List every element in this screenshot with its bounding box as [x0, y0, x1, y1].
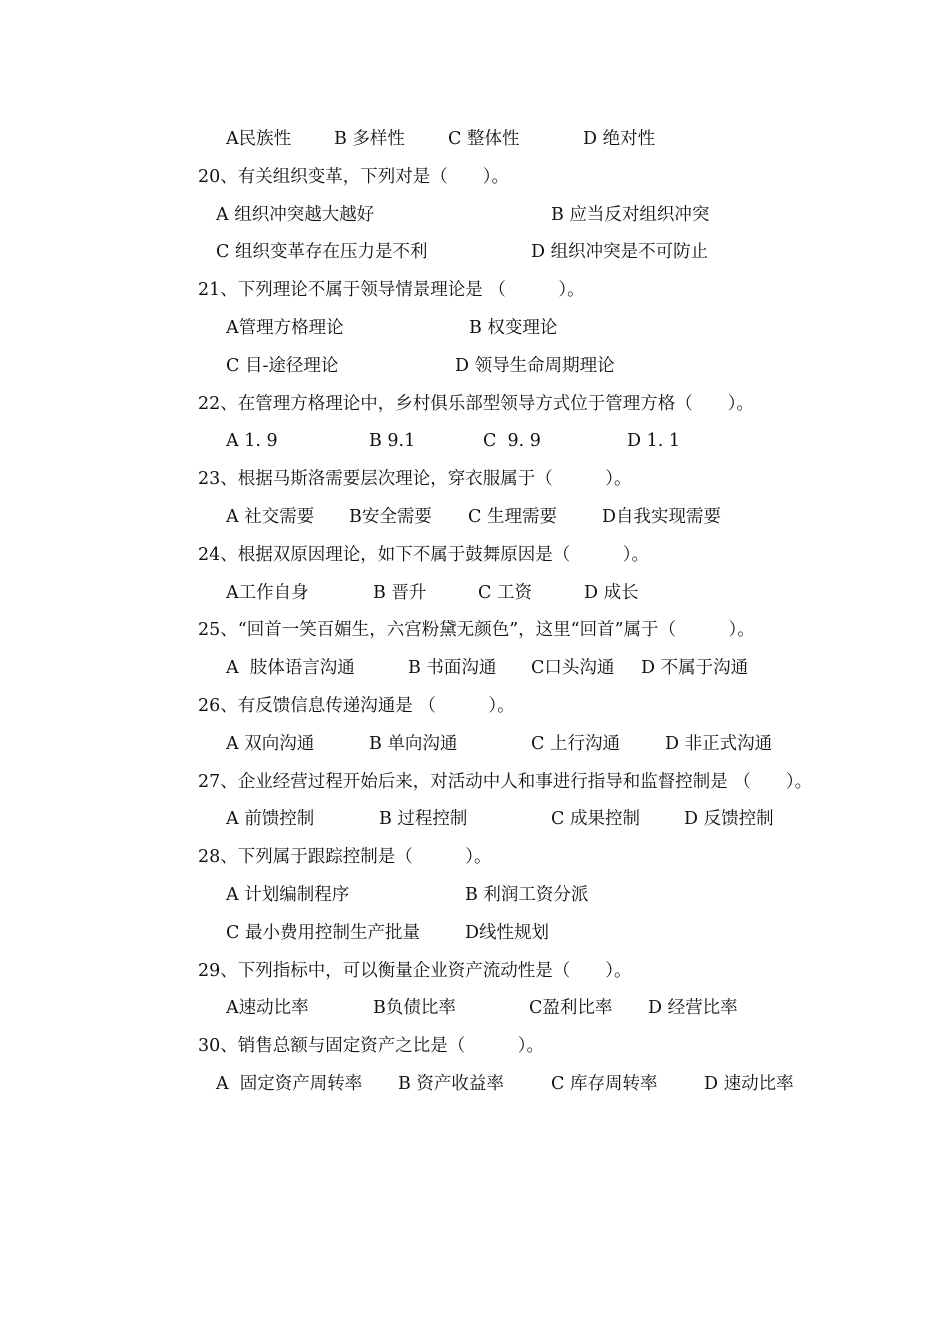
option-row	[0, 354, 950, 378]
answer-option: D 领导生命周期理论	[455, 355, 615, 376]
option-row	[0, 429, 950, 453]
question-stem: 25、“回首一笑百媚生，六宫粉黛无颜色”，这里“回首”属于（ ）。	[198, 620, 755, 641]
answer-option: B 权变理论	[469, 318, 558, 338]
answer-option: C盈利比率	[529, 998, 613, 1019]
option-row	[0, 656, 950, 680]
answer-option: C 目-途径理论	[226, 355, 339, 376]
option-row	[0, 127, 950, 151]
answer-option: C 组织变革存在压力是不利	[216, 242, 428, 263]
option-row	[0, 732, 950, 756]
answer-option: C 库存周转率	[551, 1074, 658, 1094]
answer-option: C 整体性	[448, 129, 520, 149]
answer-option: D 经营比率	[648, 998, 738, 1019]
answer-option: A速动比率	[226, 998, 309, 1019]
option-row	[0, 240, 950, 264]
answer-option: D 非正式沟通	[665, 733, 773, 754]
answer-option: B 过程控制	[379, 809, 468, 830]
answer-option: B负债比率	[373, 998, 456, 1019]
answer-option: A 社交需要	[226, 507, 315, 527]
option-row	[0, 1072, 950, 1096]
answer-option: A 1. 9	[226, 431, 278, 452]
question-stem: 22、在管理方格理论中，乡村俱乐部型领导方式位于管理方格（ ）。	[198, 393, 755, 414]
answer-option: C 9. 9	[483, 431, 541, 452]
answer-option: B 晋升	[373, 582, 427, 603]
option-row	[0, 921, 950, 945]
question-stem: 21、下列理论不属于领导情景理论是 （ ）。	[198, 280, 585, 301]
answer-option: B安全需要	[349, 507, 432, 527]
question-stem: 26、有反馈信息传递沟通是 （ ）。	[198, 696, 515, 716]
answer-option: A 固定资产周转率	[216, 1074, 363, 1094]
answer-option: A 组织冲突越大越好	[216, 204, 375, 225]
answer-option: C口头沟通	[531, 658, 615, 679]
answer-option: A 计划编制程序	[226, 885, 350, 905]
option-row	[0, 581, 950, 605]
option-row	[0, 807, 950, 831]
answer-option: A 前馈控制	[226, 809, 315, 830]
question-stem: 23、根据马斯洛需要层次理论，穿衣服属于（ ）。	[198, 469, 632, 490]
option-row	[0, 505, 950, 529]
option-row	[0, 203, 950, 227]
answer-option: B 单向沟通	[369, 733, 458, 754]
answer-option: D 速动比率	[704, 1074, 794, 1094]
answer-option: D 反馈控制	[684, 809, 774, 830]
answer-option: D 组织冲突是不可防止	[531, 242, 709, 263]
answer-option: C 最小费用控制生产批量	[226, 922, 420, 943]
answer-option: A民族性	[226, 129, 292, 149]
answer-option: D自我实现需要	[602, 507, 722, 527]
answer-option: C 上行沟通	[531, 733, 620, 754]
answer-option: B 利润工资分派	[465, 885, 589, 905]
answer-option: A工作自身	[226, 582, 309, 603]
answer-option: C 生理需要	[468, 507, 557, 527]
answer-option: D 1. 1	[627, 431, 680, 452]
answer-option: B 书面沟通	[408, 658, 497, 679]
answer-option: B 资产收益率	[398, 1074, 504, 1094]
answer-option: C 工资	[478, 582, 532, 603]
answer-option: C 成果控制	[551, 809, 640, 830]
option-row	[0, 996, 950, 1020]
option-row	[0, 883, 950, 907]
answer-option: D 不属于沟通	[641, 658, 749, 679]
answer-option: D 绝对性	[583, 129, 656, 149]
answer-option: D 成长	[584, 582, 639, 603]
question-stem: 24、根据双原因理论，如下不属于鼓舞原因是（ ）。	[198, 544, 650, 565]
question-stem: 29、下列指标中，可以衡量企业资产流动性是（ ）。	[198, 960, 632, 981]
question-stem: 30、销售总额与固定资产之比是（ ）。	[198, 1036, 545, 1057]
question-stem: 28、下列属于跟踪控制是（ ）。	[198, 847, 492, 868]
answer-option: A 双向沟通	[226, 733, 315, 754]
question-stem: 20、有关组织变革，下列对是（ ）。	[198, 166, 510, 187]
option-row	[0, 316, 950, 340]
answer-option: B 多样性	[334, 129, 405, 149]
answer-option: D线性规划	[465, 922, 550, 943]
answer-option: A 肢体语言沟通	[226, 658, 355, 679]
answer-option: B 应当反对组织冲突	[551, 204, 710, 225]
answer-option: B 9.1	[369, 431, 416, 452]
answer-option: A管理方格理论	[226, 318, 344, 338]
question-stem: 27、企业经营过程开始后来，对活动中人和事进行指导和监督控制是 （ ）。	[198, 771, 813, 792]
